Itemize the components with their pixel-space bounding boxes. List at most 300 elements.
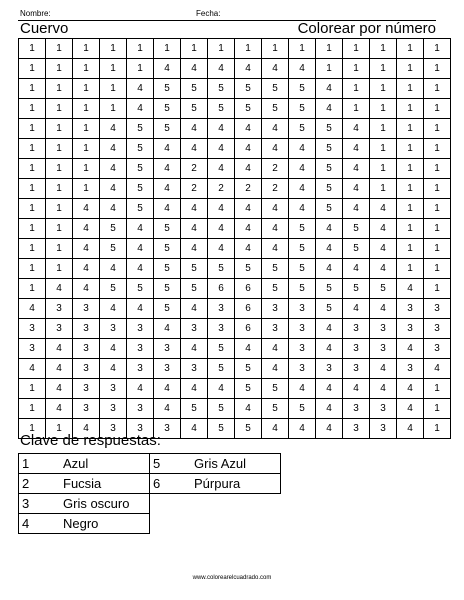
grid-cell: 4 (127, 219, 154, 239)
grid-cell: 5 (289, 259, 316, 279)
answer-key-row (19, 454, 281, 474)
grid-cell: 1 (19, 119, 46, 139)
grid-cell: 3 (262, 299, 289, 319)
grid-cell: 4 (370, 199, 397, 219)
grid-cell: 1 (262, 39, 289, 59)
grid-cell: 4 (208, 119, 235, 139)
grid-cell: 1 (424, 119, 451, 139)
grid-cell: 1 (397, 59, 424, 79)
grid-cell: 5 (235, 379, 262, 399)
grid-cell: 3 (127, 399, 154, 419)
key-color: Gris Azul (194, 456, 247, 471)
grid-cell: 5 (208, 339, 235, 359)
color-by-number-grid (18, 38, 451, 439)
key-number: 4 (22, 516, 30, 531)
grid-cell: 1 (424, 419, 451, 439)
grid-cell: 1 (73, 119, 100, 139)
key-number: 1 (22, 456, 30, 471)
grid-cell: 5 (154, 239, 181, 259)
grid-row (19, 399, 451, 419)
grid-cell: 1 (127, 39, 154, 59)
grid-cell: 1 (424, 179, 451, 199)
grid-cell: 4 (235, 139, 262, 159)
grid-cell: 3 (424, 339, 451, 359)
grid-cell: 1 (19, 39, 46, 59)
grid-cell: 4 (46, 399, 73, 419)
grid-cell: 1 (46, 79, 73, 99)
grid-cell: 4 (154, 139, 181, 159)
grid-row (19, 79, 451, 99)
grid-cell: 1 (73, 139, 100, 159)
name-date-line (18, 7, 436, 21)
grid-cell: 5 (208, 399, 235, 419)
grid-cell: 4 (343, 179, 370, 199)
grid-cell: 1 (19, 259, 46, 279)
grid-cell: 1 (19, 279, 46, 299)
grid-cell: 5 (154, 79, 181, 99)
grid-cell: 3 (343, 399, 370, 419)
grid-cell: 4 (208, 239, 235, 259)
grid-row (19, 39, 451, 59)
grid-cell: 5 (127, 279, 154, 299)
grid-cell: 5 (154, 219, 181, 239)
grid-cell: 1 (424, 379, 451, 399)
grid-cell: 5 (208, 79, 235, 99)
grid-cell: 4 (208, 59, 235, 79)
grid-cell: 4 (235, 59, 262, 79)
grid-row (19, 239, 451, 259)
grid-cell: 4 (181, 299, 208, 319)
grid-cell: 4 (370, 239, 397, 259)
grid-cell: 3 (316, 359, 343, 379)
grid-cell: 4 (397, 279, 424, 299)
grid-cell: 4 (181, 339, 208, 359)
grid-cell: 5 (289, 399, 316, 419)
answer-key-title: Clave de respuestas: (20, 432, 161, 449)
grid-cell: 1 (397, 119, 424, 139)
grid-cell: 1 (424, 239, 451, 259)
grid-cell: 1 (343, 59, 370, 79)
grid-cell: 1 (46, 139, 73, 159)
grid-row (19, 119, 451, 139)
grid-cell: 5 (262, 279, 289, 299)
grid-cell: 5 (316, 299, 343, 319)
grid-cell: 5 (235, 359, 262, 379)
grid-cell: 3 (370, 339, 397, 359)
grid-cell: 4 (100, 299, 127, 319)
grid-cell: 1 (370, 139, 397, 159)
answer-key-item (150, 454, 281, 474)
grid-cell: 5 (235, 79, 262, 99)
grid-cell: 4 (343, 299, 370, 319)
grid-cell: 5 (154, 299, 181, 319)
grid-cell: 1 (73, 79, 100, 99)
grid-row (19, 359, 451, 379)
grid-cell: 3 (397, 319, 424, 339)
grid-cell: 4 (370, 259, 397, 279)
grid-cell: 1 (19, 179, 46, 199)
grid-cell: 3 (208, 319, 235, 339)
grid-cell: 1 (46, 99, 73, 119)
grid-cell: 3 (127, 419, 154, 439)
grid-cell: 5 (208, 99, 235, 119)
grid-cell: 5 (343, 219, 370, 239)
grid-cell: 4 (154, 399, 181, 419)
grid-cell: 3 (289, 319, 316, 339)
grid-cell: 1 (208, 39, 235, 59)
grid-cell: 3 (343, 339, 370, 359)
grid-cell: 1 (73, 59, 100, 79)
grid-cell: 1 (397, 39, 424, 59)
grid-cell: 1 (424, 79, 451, 99)
grid-cell: 5 (127, 159, 154, 179)
grid-row (19, 219, 451, 239)
grid-cell: 4 (154, 59, 181, 79)
grid-cell: 4 (235, 239, 262, 259)
grid-cell: 4 (100, 359, 127, 379)
grid-cell: 5 (154, 99, 181, 119)
grid-cell: 1 (424, 199, 451, 219)
grid-cell: 5 (100, 239, 127, 259)
grid-cell: 4 (316, 399, 343, 419)
grid-cell: 6 (235, 279, 262, 299)
grid-cell: 4 (235, 399, 262, 419)
grid-cell: 1 (19, 99, 46, 119)
grid-cell: 5 (100, 219, 127, 239)
grid-cell: 4 (154, 379, 181, 399)
grid-cell: 4 (235, 119, 262, 139)
grid-cell: 5 (208, 419, 235, 439)
grid-row (19, 199, 451, 219)
footer-url: www.colorearelcuadrado.com (192, 575, 272, 581)
grid-cell: 4 (343, 259, 370, 279)
key-color: Negro (63, 516, 99, 531)
key-color: Púrpura (194, 476, 241, 491)
grid-cell: 1 (397, 99, 424, 119)
grid-cell: 1 (343, 39, 370, 59)
grid-cell: 1 (397, 239, 424, 259)
grid-cell: 1 (424, 39, 451, 59)
grid-cell: 4 (73, 239, 100, 259)
grid-cell: 1 (316, 39, 343, 59)
grid-cell: 1 (370, 39, 397, 59)
grid-cell: 4 (208, 159, 235, 179)
grid-cell: 5 (289, 279, 316, 299)
key-number: 3 (22, 496, 30, 511)
grid-cell: 4 (289, 179, 316, 199)
grid-row (19, 159, 451, 179)
grid-cell: 4 (424, 359, 451, 379)
grid-cell: 4 (343, 379, 370, 399)
grid-cell: 3 (73, 399, 100, 419)
grid-cell: 5 (262, 259, 289, 279)
grid-cell: 4 (100, 199, 127, 219)
grid-cell: 4 (289, 159, 316, 179)
grid-cell: 4 (289, 139, 316, 159)
grid-cell: 4 (181, 199, 208, 219)
grid-row (19, 279, 451, 299)
grid-cell: 3 (343, 419, 370, 439)
grid-cell: 4 (262, 59, 289, 79)
grid-cell: 3 (100, 379, 127, 399)
grid-cell: 1 (46, 39, 73, 59)
grid-cell: 3 (181, 319, 208, 339)
grid-cell: 1 (19, 219, 46, 239)
grid-row (19, 179, 451, 199)
grid-cell: 4 (127, 299, 154, 319)
date-label: Fecha: (196, 9, 221, 18)
answer-key-item (150, 474, 281, 494)
grid-cell: 4 (343, 139, 370, 159)
answer-key-row (19, 514, 281, 534)
grid-cell: 5 (235, 419, 262, 439)
grid-cell: 2 (181, 159, 208, 179)
grid-cell: 1 (19, 159, 46, 179)
grid-cell: 4 (100, 139, 127, 159)
grid-cell: 4 (235, 159, 262, 179)
grid-cell: 4 (370, 379, 397, 399)
grid-cell: 4 (181, 139, 208, 159)
answer-key-table (18, 453, 281, 534)
grid-cell: 1 (46, 199, 73, 219)
grid-cell: 4 (154, 159, 181, 179)
grid-cell: 4 (73, 259, 100, 279)
grid-cell: 1 (19, 399, 46, 419)
grid-cell: 4 (262, 419, 289, 439)
grid-cell: 4 (46, 339, 73, 359)
grid-cell: 5 (316, 139, 343, 159)
grid-cell: 1 (343, 99, 370, 119)
grid-cell: 4 (262, 119, 289, 139)
grid-cell: 4 (208, 219, 235, 239)
key-number: 2 (22, 476, 30, 491)
grid-cell: 4 (208, 379, 235, 399)
grid-cell: 5 (181, 99, 208, 119)
grid-cell: 1 (370, 159, 397, 179)
grid-cell: 4 (127, 239, 154, 259)
grid-cell: 4 (316, 419, 343, 439)
grid-cell: 4 (127, 99, 154, 119)
name-label: Nombre: (20, 9, 51, 18)
grid-cell: 3 (73, 319, 100, 339)
grid-cell: 1 (397, 159, 424, 179)
grid-cell: 4 (100, 339, 127, 359)
grid-cell: 3 (343, 319, 370, 339)
grid-cell: 4 (181, 219, 208, 239)
answer-key-empty-cell (150, 494, 281, 514)
grid-cell: 3 (370, 399, 397, 419)
grid-cell: 4 (127, 379, 154, 399)
grid-cell: 3 (127, 319, 154, 339)
grid-row (19, 299, 451, 319)
grid-cell: 1 (370, 99, 397, 119)
grid-cell: 5 (100, 279, 127, 299)
grid-cell: 4 (370, 299, 397, 319)
grid-cell: 4 (235, 199, 262, 219)
grid-cell: 4 (397, 339, 424, 359)
grid-cell: 4 (316, 259, 343, 279)
grid-cell: 5 (208, 359, 235, 379)
grid-row (19, 379, 451, 399)
answer-key-empty-cell (150, 514, 281, 534)
grid-cell: 1 (424, 99, 451, 119)
grid-cell: 4 (46, 379, 73, 399)
grid-cell: 4 (235, 219, 262, 239)
grid-cell: 4 (73, 199, 100, 219)
key-color: Azul (63, 456, 89, 471)
grid-cell: 2 (235, 179, 262, 199)
answer-key-item (19, 494, 150, 514)
grid-cell: 5 (289, 119, 316, 139)
grid-cell: 1 (424, 279, 451, 299)
grid-cell: 3 (181, 359, 208, 379)
grid-cell: 5 (127, 119, 154, 139)
grid-cell: 4 (370, 359, 397, 379)
grid-cell: 1 (370, 119, 397, 139)
grid-cell: 5 (289, 79, 316, 99)
grid-cell: 4 (343, 119, 370, 139)
grid-cell: 1 (397, 259, 424, 279)
grid-cell: 5 (208, 259, 235, 279)
grid-cell: 3 (46, 299, 73, 319)
grid-cell: 1 (19, 199, 46, 219)
grid-cell: 5 (154, 259, 181, 279)
grid-cell: 4 (100, 119, 127, 139)
grid-cell: 1 (397, 179, 424, 199)
grid-cell: 3 (73, 339, 100, 359)
grid-cell: 1 (316, 59, 343, 79)
grid-cell: 2 (208, 179, 235, 199)
grid-cell: 5 (154, 119, 181, 139)
grid-cell: 4 (19, 299, 46, 319)
grid-row (19, 99, 451, 119)
grid-cell: 1 (424, 399, 451, 419)
grid-cell: 6 (235, 299, 262, 319)
grid-cell: 4 (343, 199, 370, 219)
grid-cell: 1 (370, 179, 397, 199)
grid-cell: 1 (46, 259, 73, 279)
grid-cell: 1 (370, 79, 397, 99)
key-number: 6 (153, 476, 161, 491)
grid-cell: 1 (46, 239, 73, 259)
grid-cell: 4 (73, 419, 100, 439)
grid-cell: 1 (19, 139, 46, 159)
grid-cell: 5 (181, 79, 208, 99)
grid-cell: 4 (370, 219, 397, 239)
grid-cell: 4 (181, 59, 208, 79)
grid-cell: 5 (289, 99, 316, 119)
grid-cell: 3 (73, 299, 100, 319)
grid-cell: 1 (181, 39, 208, 59)
grid-row (19, 59, 451, 79)
grid-cell: 3 (397, 359, 424, 379)
grid-cell: 3 (100, 399, 127, 419)
grid-cell: 3 (154, 339, 181, 359)
page-title: Cuervo (20, 20, 69, 37)
grid-cell: 5 (316, 159, 343, 179)
key-color: Fucsia (63, 476, 102, 491)
grid-cell: 5 (181, 259, 208, 279)
grid-cell: 4 (262, 199, 289, 219)
grid-cell: 1 (424, 259, 451, 279)
grid-cell: 4 (100, 179, 127, 199)
grid-cell: 1 (46, 159, 73, 179)
grid-cell: 5 (316, 199, 343, 219)
grid-cell: 3 (100, 419, 127, 439)
grid-cell: 4 (289, 199, 316, 219)
grid-cell: 4 (208, 199, 235, 219)
grid-cell: 4 (181, 419, 208, 439)
grid-cell: 4 (235, 339, 262, 359)
grid-cell: 1 (343, 79, 370, 99)
grid-cell: 4 (397, 379, 424, 399)
grid-cell: 3 (370, 319, 397, 339)
grid-cell: 4 (289, 419, 316, 439)
grid-cell: 5 (289, 239, 316, 259)
key-color: Gris oscuro (63, 496, 130, 511)
grid-cell: 3 (100, 319, 127, 339)
grid-cell: 6 (235, 319, 262, 339)
grid-cell: 4 (343, 159, 370, 179)
grid-cell: 1 (46, 119, 73, 139)
grid-cell: 5 (181, 399, 208, 419)
grid-cell: 4 (289, 379, 316, 399)
grid-cell: 1 (100, 79, 127, 99)
grid-row (19, 259, 451, 279)
grid-cell: 3 (397, 299, 424, 319)
grid-cell: 1 (154, 39, 181, 59)
grid-cell: 1 (100, 59, 127, 79)
grid-cell: 4 (181, 119, 208, 139)
grid-cell: 3 (46, 319, 73, 339)
grid-cell: 5 (316, 119, 343, 139)
grid-row (19, 139, 451, 159)
grid-cell: 1 (73, 179, 100, 199)
grid-cell: 4 (46, 279, 73, 299)
grid-cell: 5 (154, 279, 181, 299)
grid-cell: 1 (370, 59, 397, 79)
grid-cell: 1 (424, 159, 451, 179)
grid-cell: 1 (73, 39, 100, 59)
grid-cell: 3 (127, 359, 154, 379)
grid-cell: 4 (316, 99, 343, 119)
grid-cell: 1 (19, 419, 46, 439)
grid-cell: 5 (235, 259, 262, 279)
grid-cell: 4 (127, 259, 154, 279)
grid-cell: 5 (262, 99, 289, 119)
grid-cell: 1 (397, 79, 424, 99)
grid-cell: 3 (262, 319, 289, 339)
grid-cell: 4 (154, 319, 181, 339)
grid-cell: 4 (19, 359, 46, 379)
grid-cell: 3 (73, 359, 100, 379)
grid-cell: 5 (262, 379, 289, 399)
grid-cell: 3 (19, 319, 46, 339)
answer-key-row (19, 474, 281, 494)
grid-cell: 3 (424, 299, 451, 319)
key-number: 5 (153, 456, 161, 471)
grid-cell: 3 (289, 299, 316, 319)
grid-cell: 3 (289, 359, 316, 379)
grid-cell: 4 (154, 199, 181, 219)
grid-cell: 5 (343, 239, 370, 259)
grid-cell: 3 (424, 319, 451, 339)
grid-cell: 1 (397, 139, 424, 159)
grid-cell: 1 (397, 199, 424, 219)
answer-key-item (19, 514, 150, 534)
grid-cell: 5 (316, 179, 343, 199)
grid-cell: 1 (100, 99, 127, 119)
